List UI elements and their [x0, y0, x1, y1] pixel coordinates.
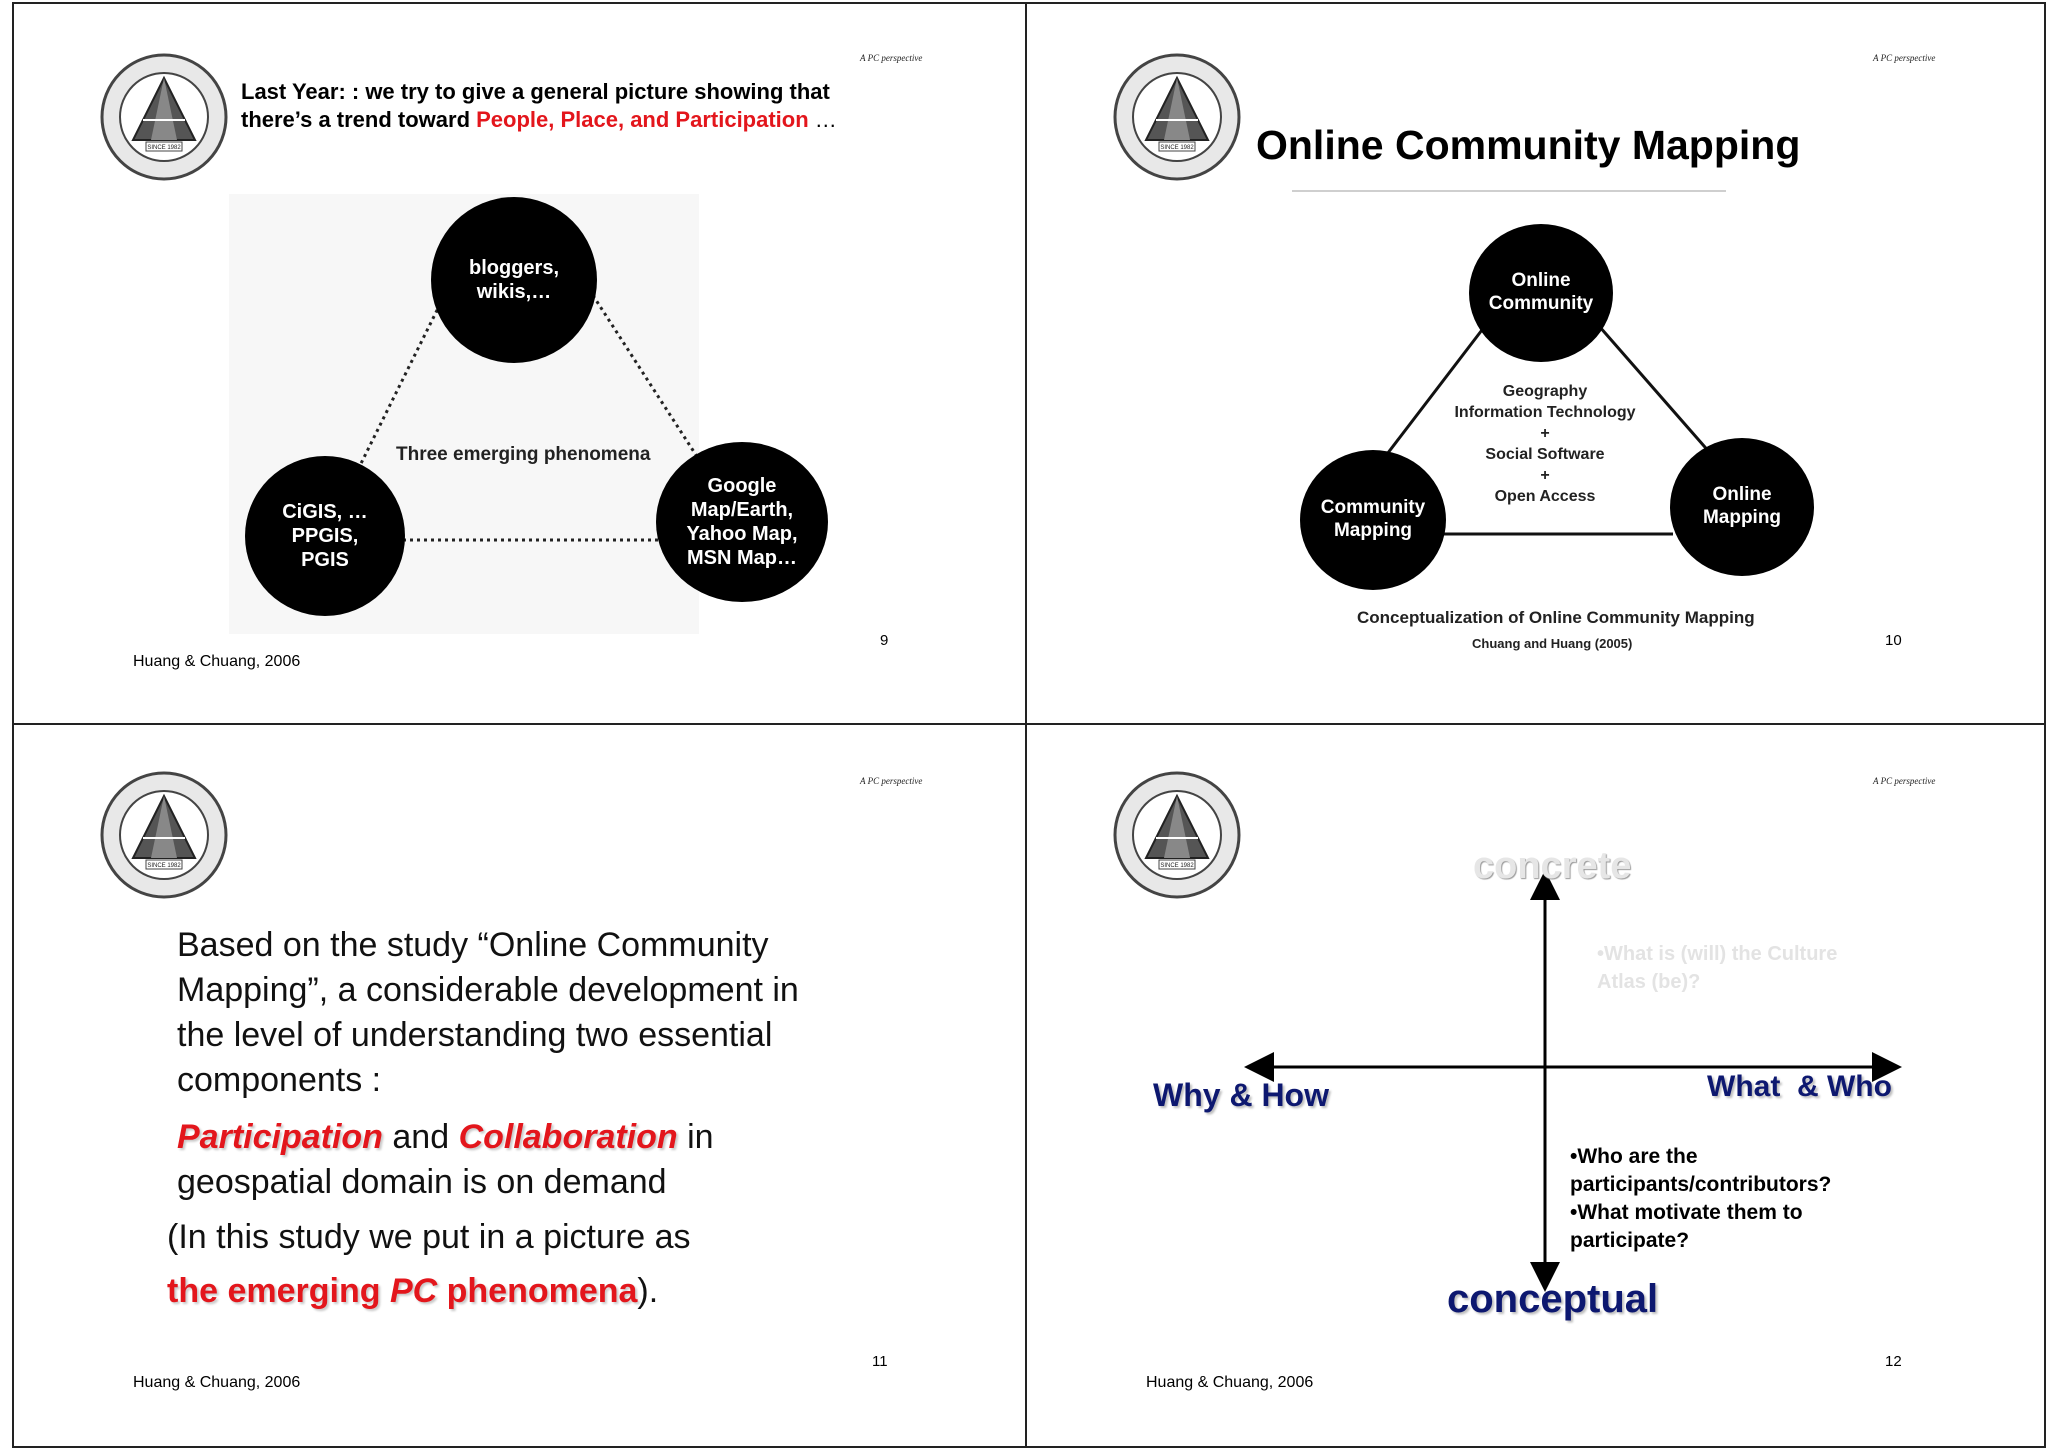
- slide-tag: A PC perspective: [860, 776, 923, 786]
- heading-prefix: there’s a trend toward: [241, 107, 477, 132]
- heading-highlight: People, Place, and Participation: [476, 107, 809, 132]
- institute-logo: [99, 770, 229, 900]
- slide-12: [1027, 725, 2048, 1447]
- node-bloggers: bloggers, wikis,…: [431, 197, 597, 363]
- slide-tag: A PC perspective: [1873, 53, 1936, 63]
- slide-tag: A PC perspective: [1873, 776, 1936, 786]
- node-community-mapping: Community Mapping: [1300, 450, 1446, 590]
- slide-footer: Huang & Chuang, 2006: [133, 1374, 301, 1391]
- page-number: 10: [1885, 632, 1902, 649]
- emphasis-line: [177, 1115, 714, 1160]
- center-line: Geography: [1502, 383, 1588, 400]
- closing-emph-suffix: phenomena: [437, 1272, 638, 1310]
- emph-collaboration: Collaboration: [458, 1118, 678, 1156]
- heading-ellipsis: …: [808, 107, 837, 132]
- axis-label-conceptual: conceptual: [1447, 1277, 1659, 1321]
- emph-participation: Participation: [177, 1118, 383, 1156]
- triangle-dotted-lines: [14, 4, 1035, 726]
- logo-since-text: SINCE 1982: [1160, 145, 1194, 151]
- page-number: 12: [1885, 1353, 1902, 1370]
- lower-bullet-line: •Who are the: [1570, 1145, 1698, 1168]
- slide-footer: Huang & Chuang, 2006: [133, 653, 301, 670]
- node-google-map: Google Map/Earth, Yahoo Map, MSN Map…: [656, 442, 828, 602]
- center-line: Information Technology: [1454, 404, 1636, 421]
- closing-paragraph: [167, 1210, 690, 1318]
- closing-line: [167, 1264, 690, 1318]
- center-line: +: [1540, 467, 1550, 484]
- para-line: Based on the study “Online Community: [177, 926, 769, 964]
- logo-since-text: SINCE 1982: [147, 863, 181, 869]
- in-word: in: [677, 1118, 714, 1156]
- para-line: the level of understanding two essential: [177, 1016, 773, 1054]
- node-cigis: CiGIS, … PPGIS, PGIS: [245, 456, 405, 616]
- heading-line-1: Last Year: : we try to give a general picture showing that: [241, 79, 830, 104]
- axis-label-why-how: Why & How: [1153, 1077, 1329, 1113]
- closing-tail: ).: [637, 1272, 659, 1310]
- closing-emph-pc: PC: [389, 1272, 438, 1310]
- center-line: +: [1540, 425, 1550, 442]
- para-line: geospatial domain is on demand: [177, 1163, 667, 1201]
- slide-footer: Huang & Chuang, 2006: [1146, 1374, 1314, 1391]
- page-number: 11: [872, 1353, 888, 1370]
- emphasis-paragraph: [177, 1115, 714, 1205]
- slide-11: [14, 725, 1035, 1447]
- axis-label-what-who: What & Who: [1707, 1070, 1892, 1103]
- lower-bullet-line: participate?: [1570, 1229, 1690, 1252]
- and-word: and: [382, 1118, 459, 1156]
- slide-10: [1027, 4, 2048, 726]
- page-number: 9: [880, 632, 889, 649]
- logo-since-text: SINCE 1982: [1160, 863, 1194, 869]
- para-line: (In this study we put in a picture as: [167, 1218, 691, 1256]
- upper-bullet-line: •What is (will) the Culture: [1597, 943, 1838, 965]
- node-online-mapping: Online Mapping: [1670, 438, 1814, 576]
- node-online-community: Online Community: [1469, 224, 1613, 362]
- lower-bullets: [1570, 1143, 1831, 1255]
- lower-bullet-line: participants/contributors?: [1570, 1173, 1832, 1196]
- slide-title: Online Community Mapping: [1256, 122, 1801, 168]
- center-text: [1442, 381, 1648, 507]
- diagram-source: Chuang and Huang (2005): [1472, 636, 1633, 651]
- axis-label-concrete: concrete: [1473, 845, 1632, 887]
- diagram-caption: Conceptualization of Online Community Mapping: [1357, 608, 1755, 627]
- slide-9: [14, 4, 1035, 726]
- center-line: Social Software: [1485, 446, 1605, 463]
- center-label: Three emerging phenomena: [396, 444, 651, 465]
- para-line: Mapping”, a considerable development in: [177, 971, 799, 1009]
- para-line: components :: [177, 1061, 382, 1099]
- closing-emph-prefix: the emerging: [167, 1272, 390, 1310]
- lower-bullet-line: •What motivate them to: [1570, 1201, 1803, 1224]
- center-line: Open Access: [1494, 488, 1596, 505]
- logo-since-text: SINCE 1982: [147, 145, 181, 151]
- upper-bullets: [1597, 940, 1837, 996]
- body-paragraph: [177, 923, 799, 1103]
- slide-tag: A PC perspective: [860, 53, 923, 63]
- upper-bullet-line: Atlas (be)?: [1597, 971, 1701, 993]
